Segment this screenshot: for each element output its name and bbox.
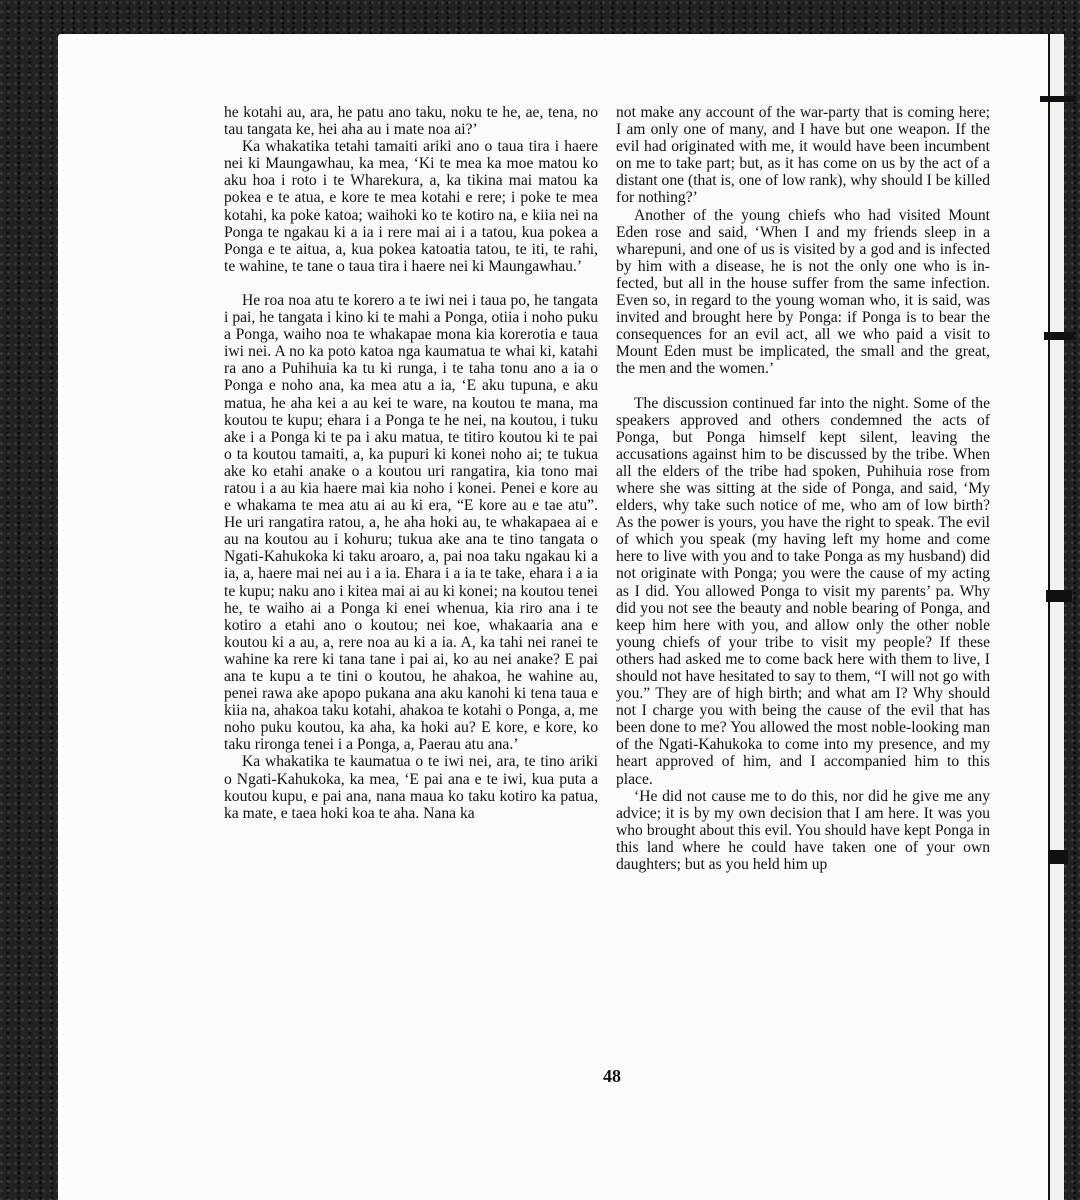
left-text-column [224, 104, 598, 1064]
paragraph: He roa noa atu te korero a te iwi nei i taua po, he tangata i pai, he tangata i kino ki te mahi a Ponga, otiia i noho puku a Ponga, waiho noa te whakapae mona kia korerotia e taua iwi nei. A no ka poto katoa nga kaumatua te whai ki, katahi ra ano a Puhihuia ka tu ki runga, i te taha tonu ano a ia o Ponga e noho ana, ka mea atu a ia, ‘E aku tupuna, e aku matua, he aha kei a au kei te ware, na koutou te mana, ma koutou te kupu; ehara i a Ponga te he nei, na koutou, i tuku ake i a Ponga ki te pa i aku matua, te titiro koutou ki te pai o ta koutou tamaiti, a, ka pupuri ki konei noho ai; te tukua ake ko etahi anake o a koutou uri rangatira, kia tono mai ratou i a au kia haere mai kia noho i konei. Penei e kore au e whakama te mea atu ai au ki era, “E kore au e tae atu”. He uri rangatira ratou, a, he aha hoki au, te whakapaea ai e au na koutou au i kohuru; tukua ake ana te tino tangata o Ngati-Kahukoka ki taku aroaro, a, pai noa taku ngakau ki a ia, a, haere mai nei au i a ia. Ehara i a ia te take, ehara i a ia te kupu; naku ano i kitea mai ai au ki konei; na koutou tenei he, te waiho ai a Ponga ki enei whenua, kia riro ana i te kotiro a etahi ano o koutou; nei koe, whakaaria ana e koutou ki a au, a, rere noa au ki a ia. A, ka tahi nei ranei te wahine ka rere ki tana tane i pai ai, ko au nei anake? E pai ana te kupu a te tini o koutou, he ahakoa, he wahine au, penei rawa ake apopo pukana ana aku kanohi ki tena taua e kiia na, ahakoa taku kotahi, ahakoa te kotahi o Ponga, a, me noho puku koutou, ka aha, ka hoki au? E kore, e kore, ko taku rironga tenei i a Ponga, a, Paerau atu ana.’ [224, 291, 598, 754]
paragraph: he kotahi au, ara, he patu ano taku, noku te he, ae, tena, no tau tangata ke, hei aha au i mate noa ai?’ [224, 104, 598, 139]
binding-mark [1048, 850, 1068, 864]
paragraph: ‘He did not cause me to do this, nor did he give me any advice; it is by my own decision that I am here. It was you who brought about this evil. You should have kept Ponga in this land where he could have taken one of your own daughters; but as you held him up [616, 787, 990, 874]
binding-mark [1040, 96, 1076, 102]
paragraph: Ka whakatika te kaumatua o te iwi nei, ara, te tino ariki o Ngati-Kahukoka, ka mea, ‘E pai ana e te iwi, kua puta a koutou kupu, e pai ana, nana maua ko taku kotiro ka patua, ka mate, e taea hoki koa te aha. Nana ka [224, 753, 598, 822]
paragraph: not make any account of the war-party that is coming here; I am only one of many, and I have but one weapon. If the evil had originated with me, it would have been incumbent on me to take part; but, as it has come on us by the act of a distant one (that is, one of low rank), why should I be killed for nothing?’ [616, 104, 990, 207]
binding-mark [1046, 590, 1072, 602]
page-number: 48 [603, 1066, 621, 1086]
page-edge [1048, 34, 1064, 1200]
paragraph: Ka whakatika tetahi tamaiti ariki ano o taua tira i haere nei ki Maungawhau, ka mea, ‘Ki te mea ka moe matou ko aku hoa i roto i te Wharekura, a, ka tikina mai matou ka pokea e te atua, e kore te mea kotahi e rere; i poke te mea kotahi, ka poke katoa; waihoki ko te kotiro na, e kiia nei na Ponga te ngakau ki a ia i rere mai ai i a tatou, kua pokea a Ponga e te aitua, a, kua pokea katoatia tatou, te iti, te rahi, te wahine, te tane o taua tira i haere nei ki Maungawhau.’ [224, 138, 598, 275]
paragraph: Another of the young chiefs who had visited Mount Eden rose and said, ‘When I and my friends sleep in a wharepuni, and one of us is visited by a god and is infected by him with a disease, he is not the only one who is infected, but all in the house suffer from the same infection. Even so, in regard to the young woman who, it is said, was invited and brought here by Ponga: if Ponga is to bear the consequences for an evil act, all we who paid a visit to Mount Eden must be implicated, the small and the great, the men and the women.’ [616, 206, 990, 378]
right-text-column [616, 104, 990, 1064]
paragraph: The discussion continued far into the night. Some of the speakers approved and others condemned the acts of Ponga, but Ponga himself kept silent, leaving the accusations against him to be discussed by the tribe. When all the elders of the tribe had spoken, Puhihuia rose from where she was sitting at the side of Ponga, and said, ‘My elders, why take such notice of me, who am of low birth? As the power is yours, you have the right to speak. The evil of which you speak (my having left my home and come here to live with you and to take Ponga as my husband) did not originate with Ponga; you were the cause of my acting as I did. You allowed Ponga to visit my parents’ pa. Why did you not see the beauty and noble bearing of Ponga, and keep him here with you, and allow only the other noble young chiefs of your tribe to visit my people? If these others had asked me to come back here with them to live, I should not have hesitated to say to them, “I will not go with you.” They are of high birth; and what am I? Why should not I charge you with being the cause of the evil that has been done to me? You allowed the most noble-looking man of the Ngati-Kahukoka to come into my presence, and my heart approved of him, and I accompanied him to this place. [616, 394, 990, 788]
binding-mark [1044, 332, 1074, 340]
